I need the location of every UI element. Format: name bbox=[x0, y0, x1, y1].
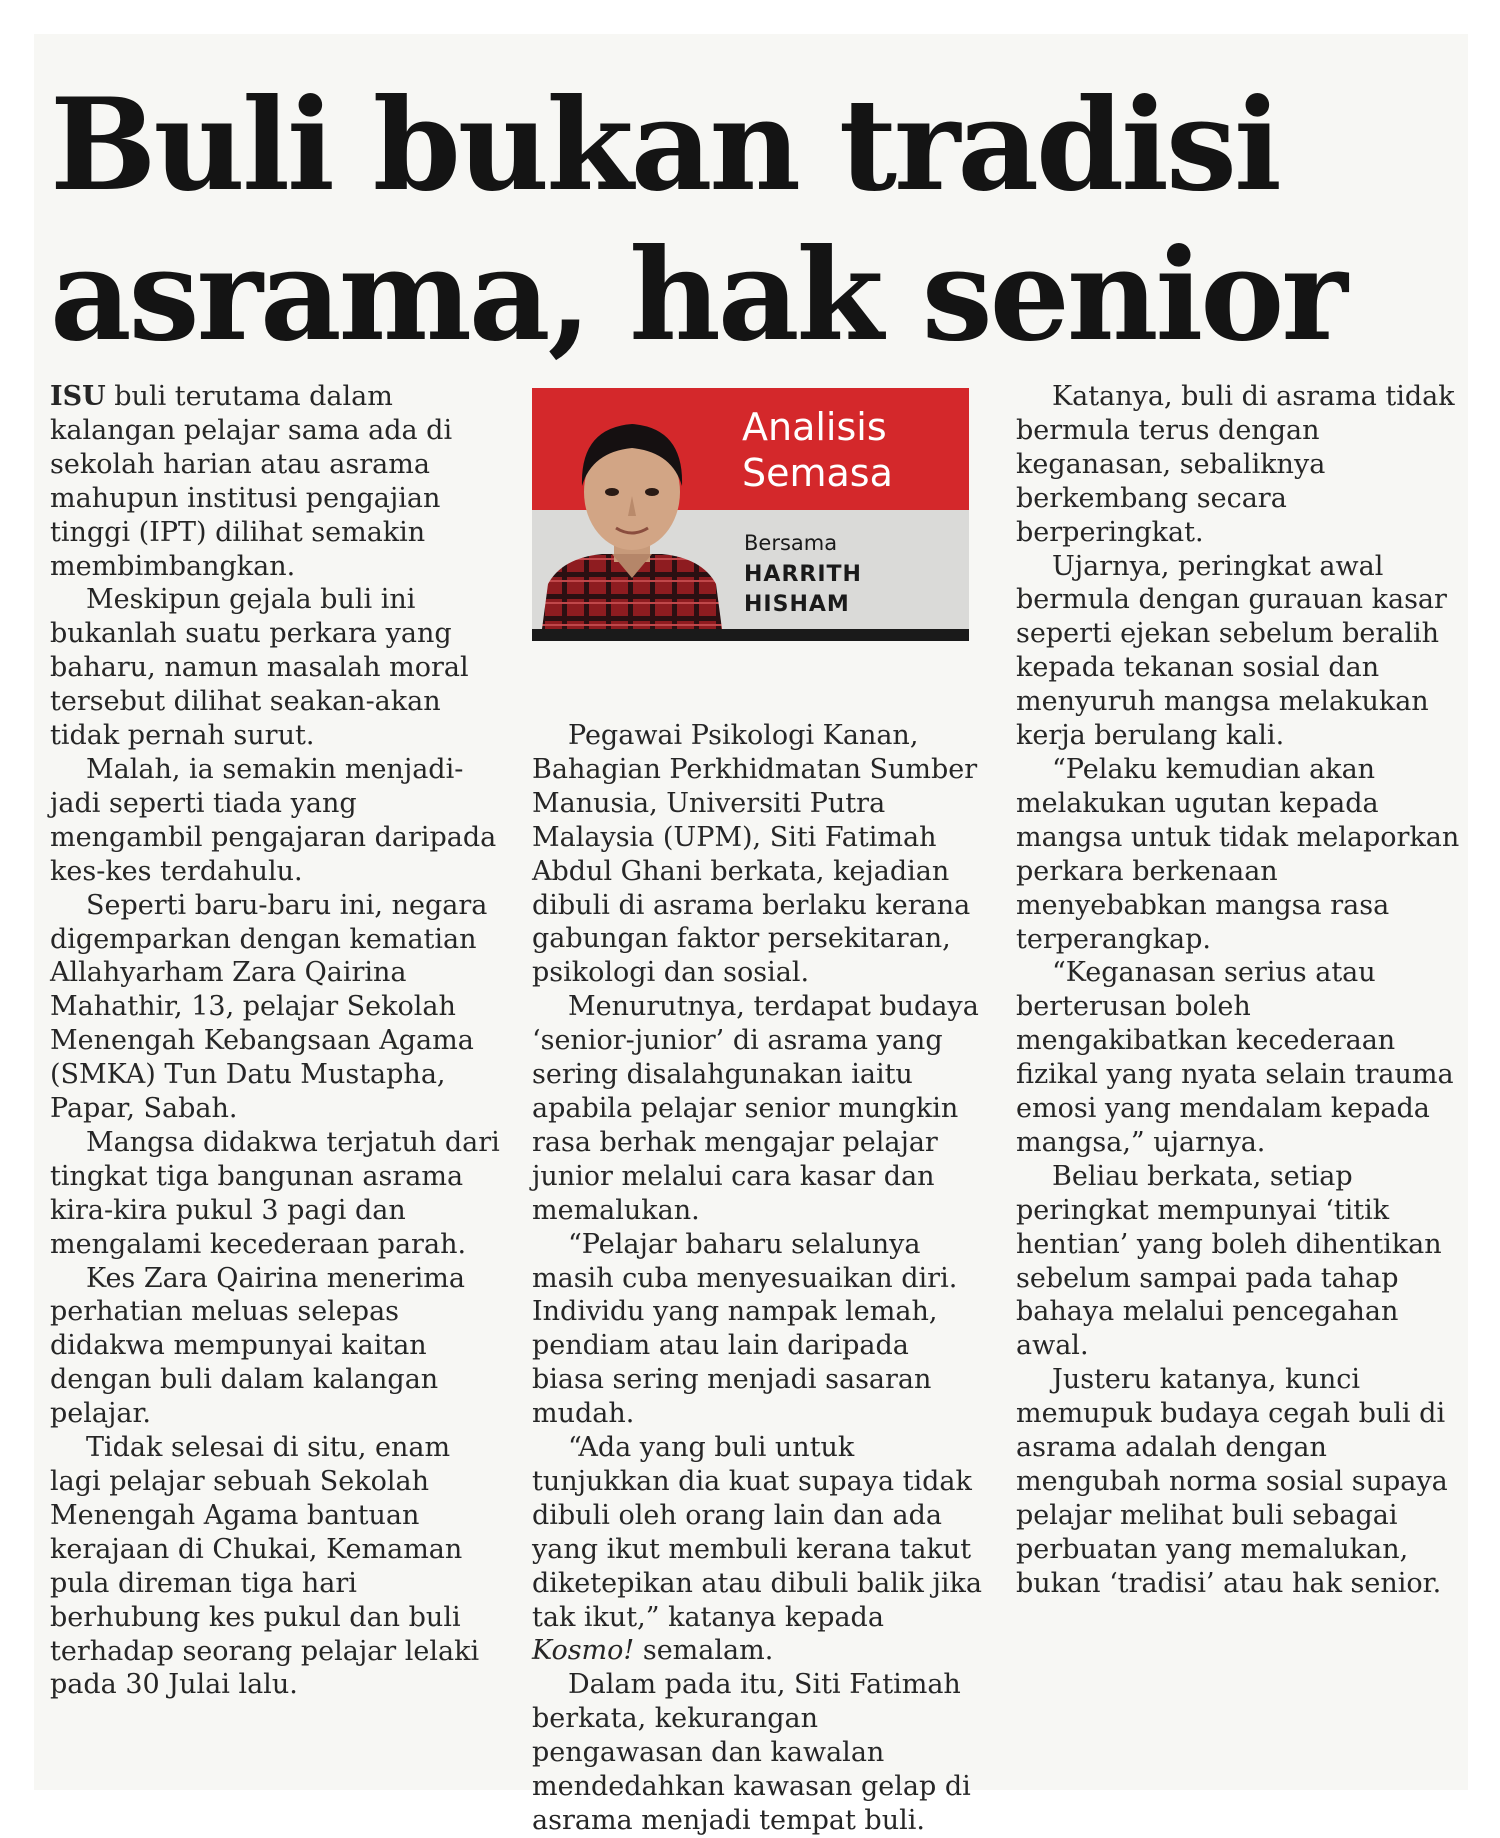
paragraph-text: “Ada yang buli untuk tunjukkan dia kuat supaya tidak dibuli oleh orang lain dan ada yang ikut membuli kerana takut diketepikan atau dibuli balik jika tak ikut,” katanya kepada bbox=[532, 1432, 982, 1633]
article-paragraph: Justeru katanya, kunci memupuk budaya cegah buli di asrama adalah dengan mengubah norma sosial supaya pelajar melihat buli sebagai perbuatan yang memalukan, bukan ‘tradisi’ atau hak senior. bbox=[1016, 1364, 1448, 1599]
column-title-line-2: Semasa bbox=[742, 451, 893, 495]
article-column-1 bbox=[50, 380, 500, 1702]
article-paragraph bbox=[50, 380, 500, 583]
column-author-name bbox=[744, 560, 944, 620]
article-paragraph: Dalam pada itu, Siti Fatimah berkata, kekurangan pengawasan dan kawalan mendedahkan kawasan gelap di asrama menjadi tempat buli. bbox=[532, 1669, 971, 1836]
lead-word: ISU bbox=[50, 381, 106, 412]
author-portrait bbox=[532, 388, 732, 629]
article-paragraph: “Pelajar baharu selalunya masih cuba menyesuaikan diri. Individu yang nampak lemah, pendiam atau lain daripada biasa sering menjadi sasaran mudah. bbox=[532, 1228, 958, 1430]
paragraph-text: buli terutama dalam kalangan pelajar sama ada di sekolah harian atau asrama mahupun institusi pengajian tinggi (IPT) dilihat semakin membimbangkan. bbox=[50, 381, 453, 582]
author-name-line-1: HARRITH bbox=[744, 562, 862, 587]
column-title bbox=[742, 404, 962, 496]
author-name-line-2: HISHAM bbox=[744, 592, 850, 617]
article-paragraph: Tidak selesai di situ, enam lagi pelajar sebuah Sekolah Menengah Agama bantuan kerajaan di Chukai, Kemaman pula direman tiga hari berhubung kes pukul dan buli terhadap seorang pelajar lelaki pada 30 Julai lalu. bbox=[50, 1432, 480, 1701]
article-paragraph: Mangsa didakwa terjatuh dari tingkat tiga bangunan asrama kira-kira pukul 3 pagi dan mengalami kecederaan parah. bbox=[50, 1126, 500, 1260]
publication-name: Kosmo! bbox=[532, 1635, 635, 1667]
article-paragraph: Menurutnya, terdapat budaya ‘senior-junior’ di asrama yang sering disalahgunakan iaitu apabila pelajar senior mungkin rasa berhak mengajar pelajar junior melalui cara kasar dan memalukan. bbox=[532, 991, 979, 1226]
column-box-rule bbox=[532, 629, 969, 641]
article-paragraph: Pegawai Psikologi Kanan, Bahagian Perkhidmatan Sumber Manusia, Universiti Putra Malaysia (UPM), Siti Fatimah Abdul Ghani berkata, kejadian dibuli di asrama berlaku kerana gabungan faktor persekitaran, psikologi dan sosial. bbox=[532, 720, 978, 989]
headline-line-2: asrama, hak senior bbox=[50, 221, 1345, 369]
article-paragraph bbox=[532, 1431, 982, 1668]
article-paragraph: “Pelaku kemudian akan melakukan ugutan kepada mangsa untuk tidak melaporkan perkara berkenaan menyebabkan mangsa rasa terperangkap. bbox=[1016, 753, 1460, 955]
article-paragraph: Katanya, buli di asrama tidak bermula terus dengan keganasan, sebaliknya berkembang secara berperingkat. bbox=[1016, 381, 1455, 548]
article-paragraph: Kes Zara Qairina menerima perhatian meluas selepas didakwa mempunyai kaitan dengan buli dalam kalangan pelajar. bbox=[50, 1262, 465, 1430]
column-title-line-1: Analisis bbox=[742, 405, 887, 449]
article-paragraph: Meskipun gejala buli ini bukanlah suatu perkara yang baharu, namun masalah moral tersebut dilihat seakan-akan tidak pernah surut. bbox=[50, 584, 469, 752]
article-paragraph: “Keganasan serius atau berterusan boleh mengakibatkan kecederaan fizikal yang nyata selain trauma emosi yang mendalam kepada mangsa,” ujarnya. bbox=[1016, 957, 1454, 1158]
article-paragraph: Beliau berkata, setiap peringkat mempunyai ‘titik hentian’ yang boleh dihentikan sebelum sampai pada tahap bahaya melalui pencegahan awal. bbox=[1016, 1160, 1442, 1362]
headline-line-1: Buli bukan tradisi bbox=[50, 71, 1279, 219]
article-paragraph: Seperti baru-baru ini, negara digemparkan dengan kematian Allahyarham Zara Qairina Mahathir, 13, pelajar Sekolah Menengah Kebangsaan Agama (SMKA) Tun Datu Mustapha, Papar, Sabah. bbox=[50, 889, 488, 1125]
headline bbox=[50, 70, 1350, 370]
article-column-3 bbox=[1016, 380, 1466, 1601]
article-column-2 bbox=[532, 719, 982, 1838]
column-header-box bbox=[532, 388, 969, 641]
column-with-label: Bersama bbox=[744, 531, 838, 555]
article-paragraph: Malah, ia semakin menjadi-jadi seperti tiada yang mengambil pengajaran daripada kes-kes terdahulu. bbox=[50, 753, 497, 887]
article-paragraph: Ujarnya, peringkat awal bermula dengan gurauan kasar seperti ejekan sebelum beralih kepada tekanan sosial dan menyuruh mangsa melakukan kerja berulang kali. bbox=[1016, 550, 1447, 752]
paragraph-text: semalam. bbox=[634, 1635, 774, 1667]
